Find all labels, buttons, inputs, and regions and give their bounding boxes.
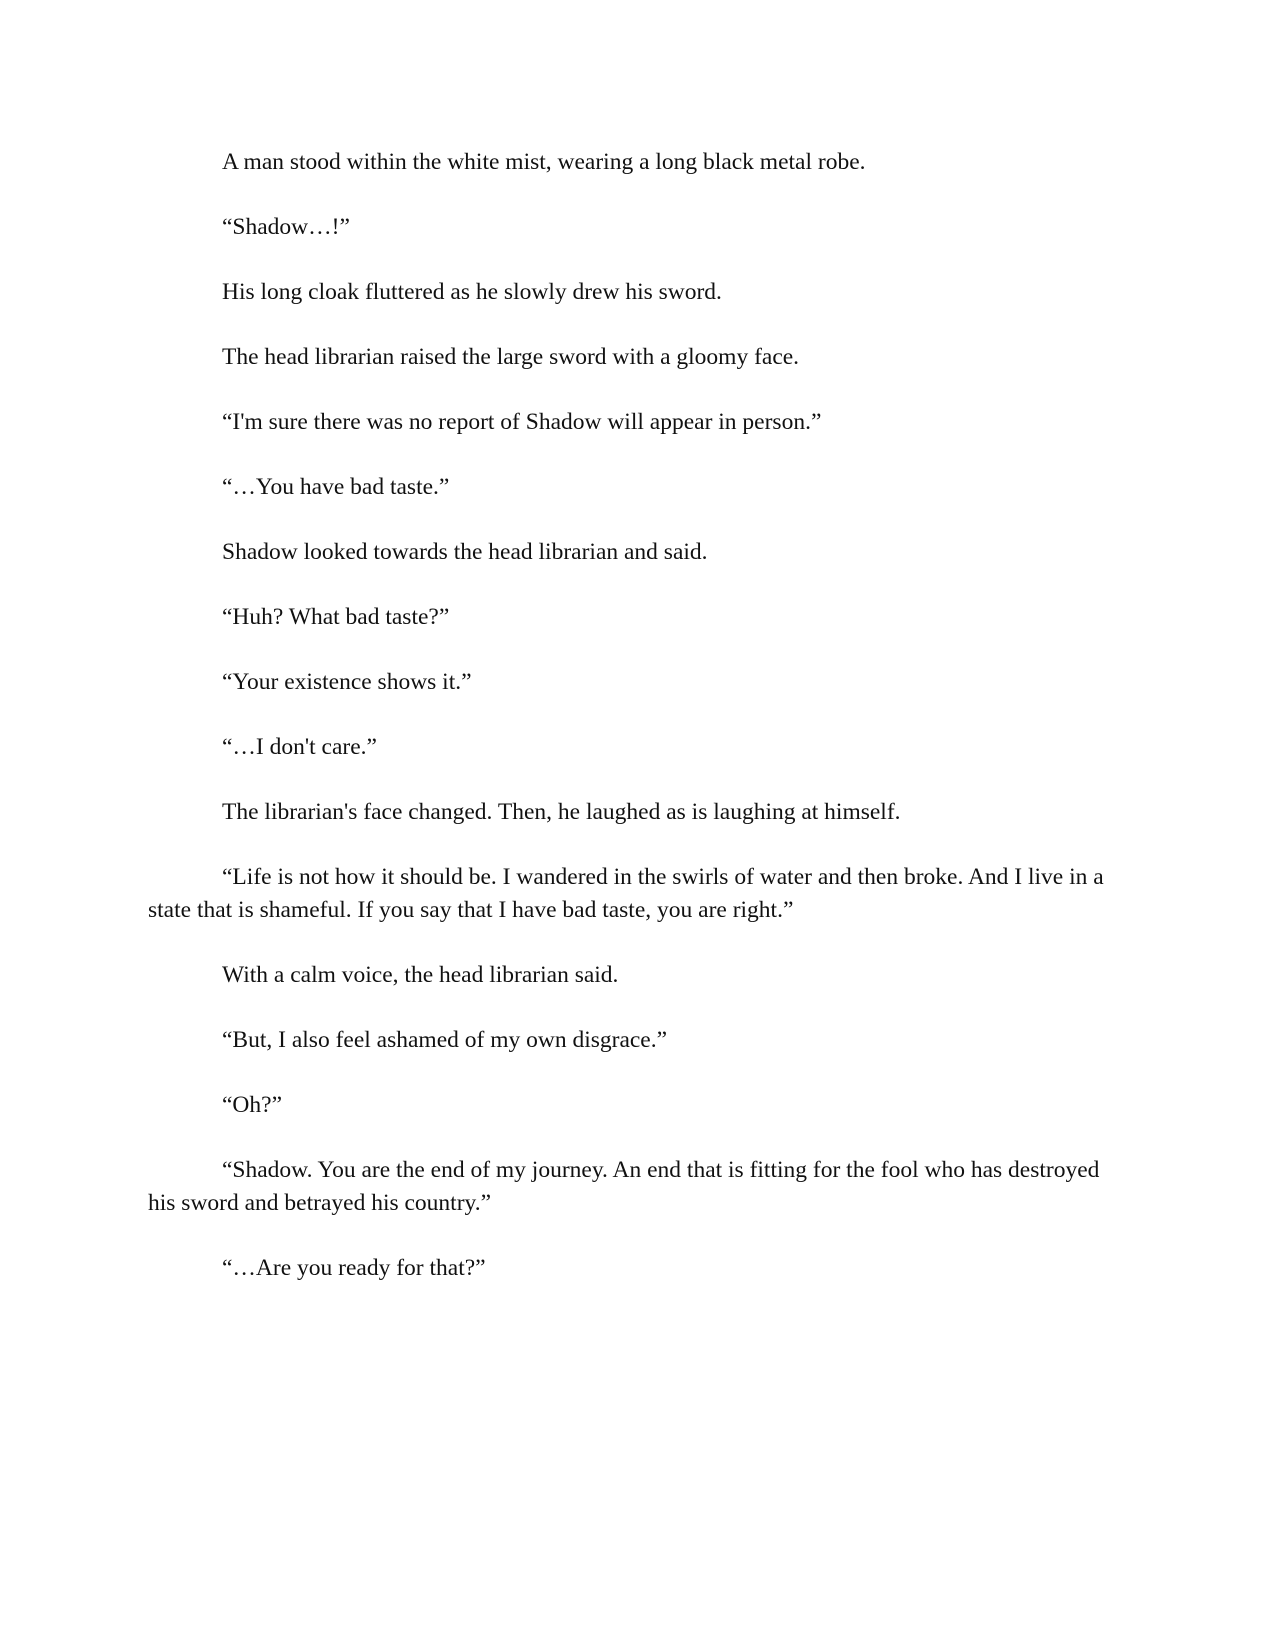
paragraph: “Oh?”	[222, 1092, 283, 1118]
paragraph: “Huh? What bad taste?”	[222, 604, 450, 630]
paragraph: “…I don't care.”	[222, 734, 377, 760]
paragraph: “I'm sure there was no report of Shadow will appear in person.”	[222, 409, 822, 435]
paragraph: “…Are you ready for that?”	[222, 1255, 486, 1281]
paragraph: “Life is not how it should be. I wandered in the swirls of water and then broke. And I live in a state that is shameful. If you say that I have bad taste, you are right.”	[148, 864, 1104, 923]
paragraph: “Shadow. You are the end of my journey. An end that is fitting for the fool who has destroyed his sword and betrayed his country.”	[148, 1157, 1100, 1216]
paragraph: The head librarian raised the large sword with a gloomy face.	[222, 344, 800, 370]
paragraph: The librarian's face changed. Then, he laughed as is laughing at himself.	[222, 799, 901, 825]
paragraph: With a calm voice, the head librarian said.	[222, 962, 619, 988]
paragraph: “Your existence shows it.”	[222, 669, 472, 695]
paragraph: Shadow looked towards the head librarian and said.	[222, 539, 708, 565]
paragraph: His long cloak fluttered as he slowly drew his sword.	[222, 279, 722, 305]
body-text	[148, 146, 1128, 1317]
paragraph: A man stood within the white mist, wearing a long black metal robe.	[222, 149, 866, 175]
paragraph: “But, I also feel ashamed of my own disgrace.”	[222, 1027, 668, 1053]
paragraph: “…You have bad taste.”	[222, 474, 450, 500]
paragraph: “Shadow…!”	[222, 214, 350, 240]
